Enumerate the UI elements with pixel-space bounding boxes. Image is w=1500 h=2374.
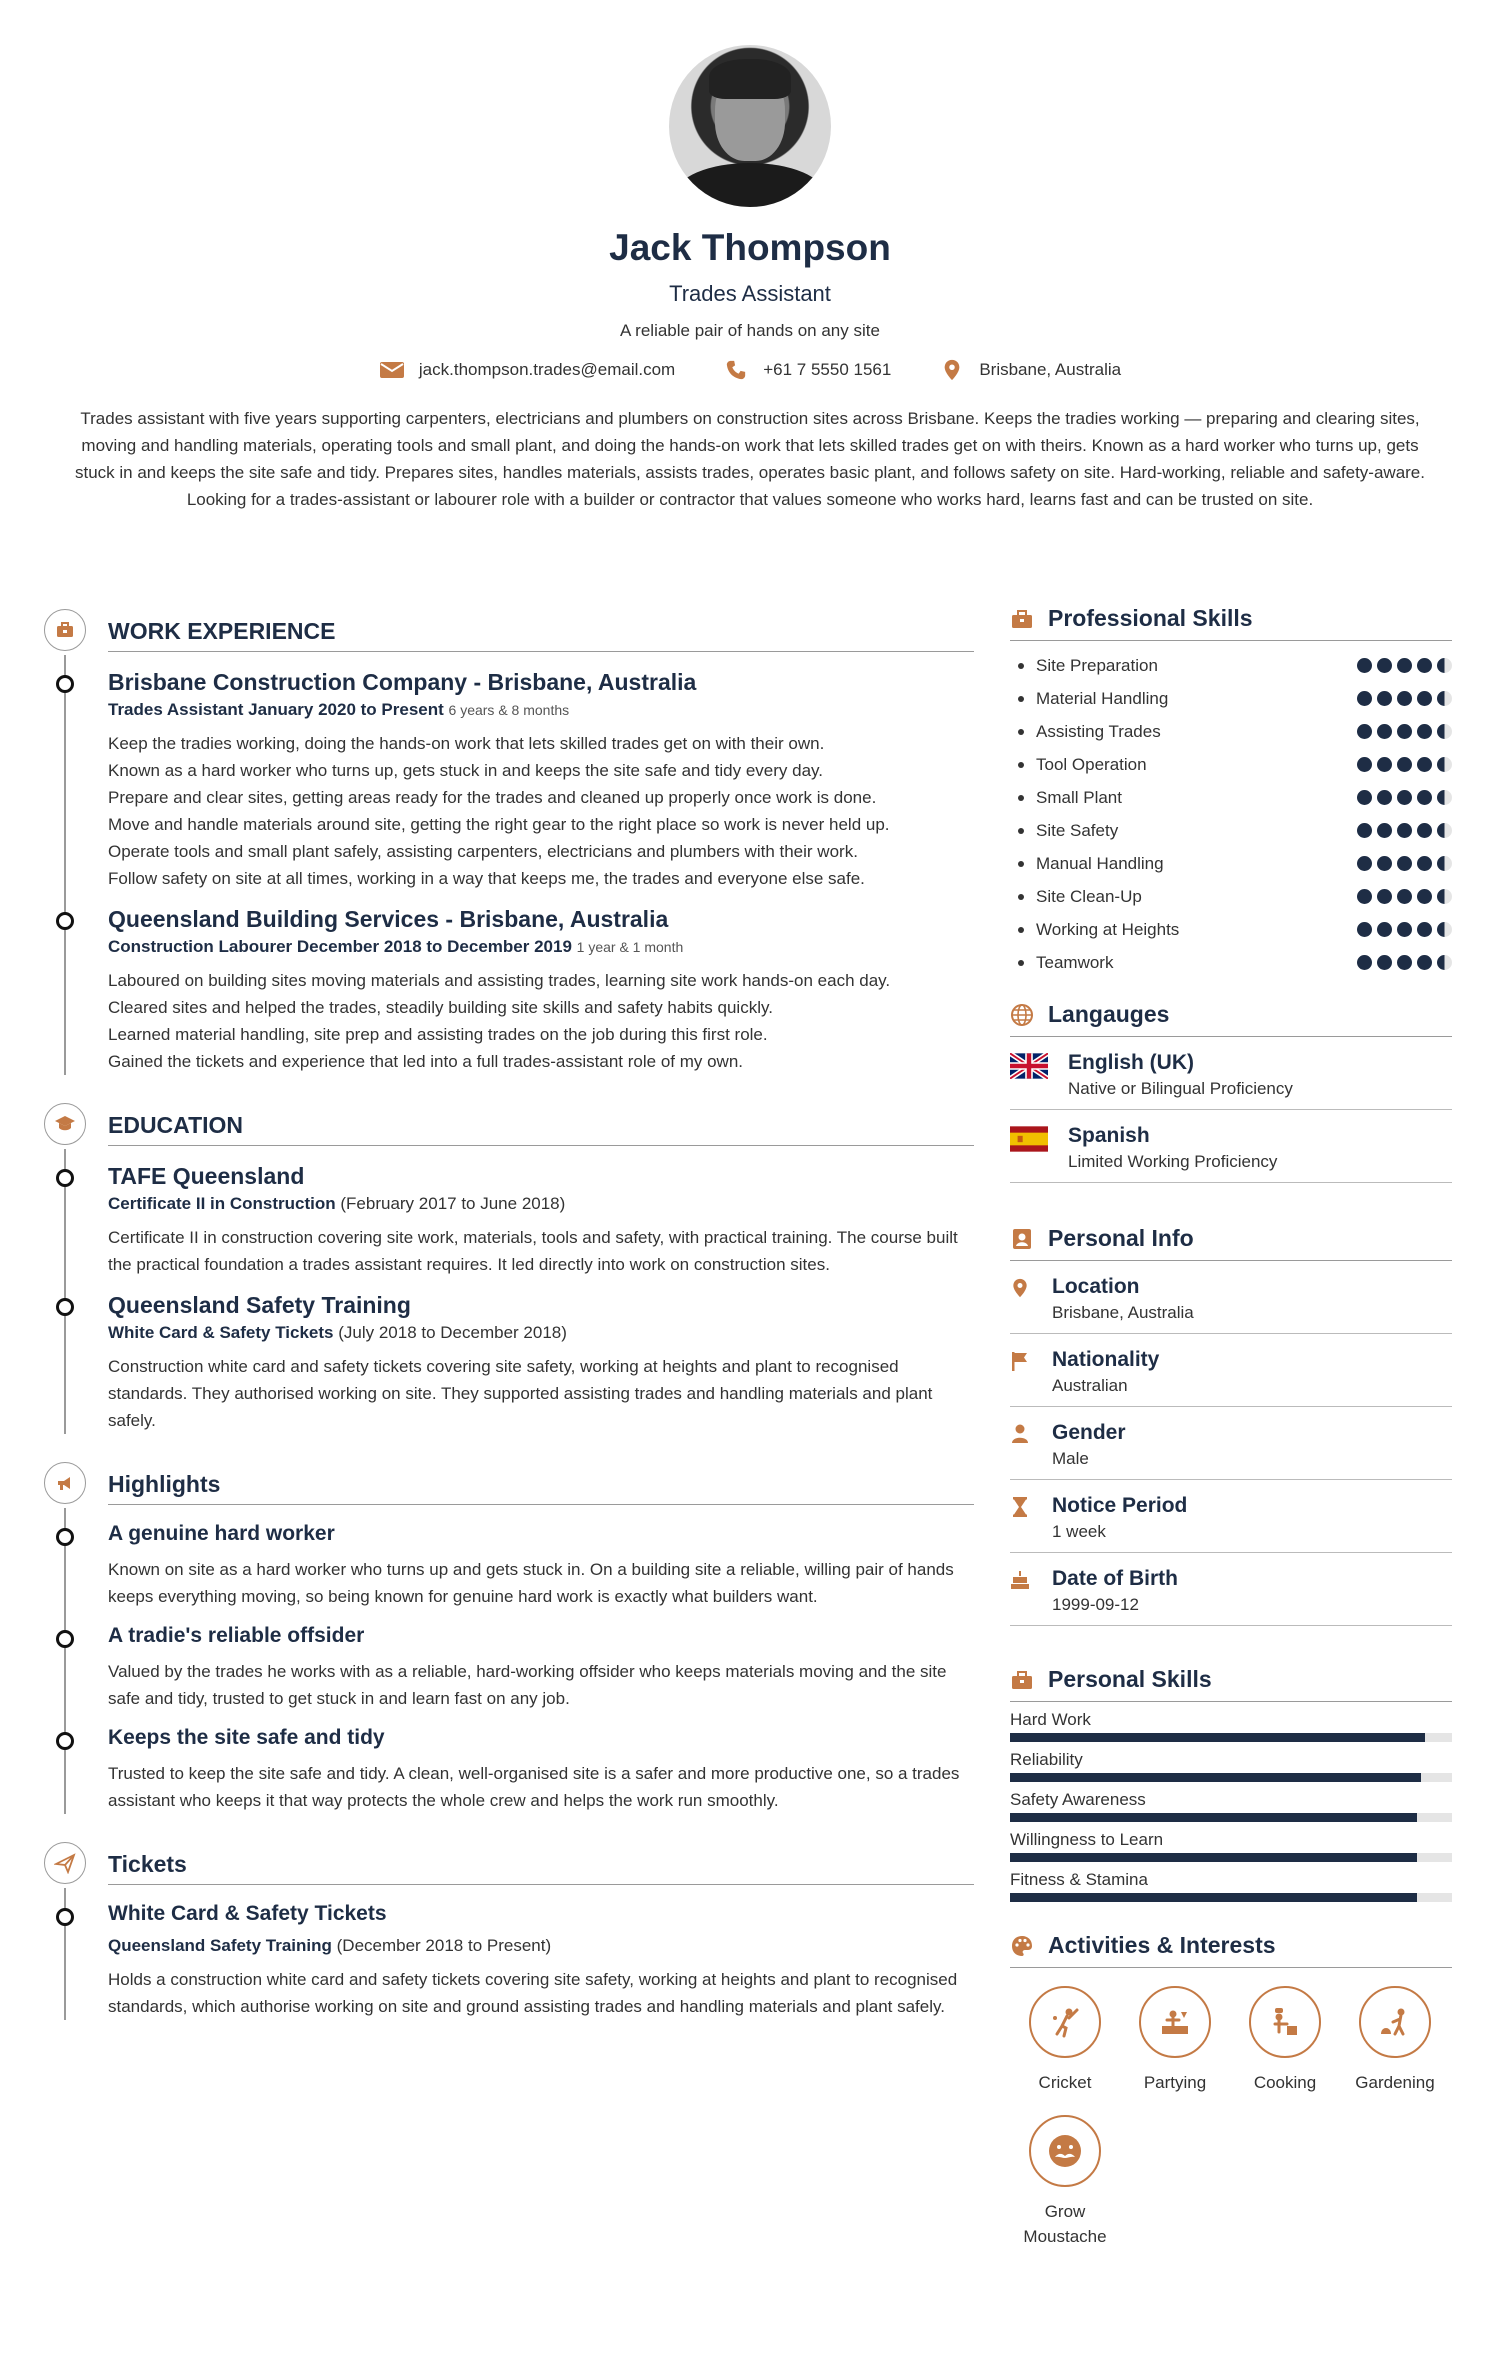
personal-skill-item bbox=[1010, 1790, 1452, 1822]
sidebar-column bbox=[1010, 605, 1452, 2249]
rating-dot bbox=[1417, 757, 1432, 772]
activity-item bbox=[1120, 1986, 1230, 2095]
skill-name: Site Preparation bbox=[1036, 655, 1158, 675]
skill-rating bbox=[1357, 790, 1452, 805]
info-item-location bbox=[1010, 1261, 1452, 1334]
rating-dot bbox=[1357, 922, 1372, 937]
duty-line: Operate tools and small plant safely, assisting carpenters, electricians and plumbers with their work. bbox=[108, 842, 858, 861]
job-dates: December 2018 to December 2019 bbox=[296, 937, 572, 956]
duty-line: Learned material handling, site prep and assisting trades on the job during this first role. bbox=[108, 1025, 768, 1044]
skill-rating bbox=[1357, 691, 1452, 706]
education-description: Construction white card and safety tickets covering site safety, working at heights and plant to recognised standards. They authorised working on site. They supported assisting trades and handling materials and plant safely. bbox=[108, 1357, 933, 1430]
duty-line: Known as a hard worker who turns up, gets stuck in and keeps the site safe and tidy every day. bbox=[108, 761, 824, 780]
highlight-title: A genuine hard worker bbox=[108, 1522, 335, 1545]
professional-skill-item bbox=[1010, 715, 1452, 748]
rating-dot bbox=[1357, 823, 1372, 838]
highlight-entry bbox=[44, 1522, 974, 1610]
rating-dot bbox=[1377, 757, 1392, 772]
section-title-education: EDUCATION bbox=[108, 1112, 974, 1146]
info-value: 1 week bbox=[1052, 1522, 1106, 1541]
candidate-name: Jack Thompson bbox=[609, 227, 891, 268]
rating-dot bbox=[1377, 790, 1392, 805]
section-title-languages: Langauges bbox=[1048, 1001, 1170, 1027]
duty-line: Keep the tradies working, doing the hands-on work that lets skilled trades get on with their own. bbox=[108, 734, 825, 753]
skill-name: Small Plant bbox=[1036, 787, 1122, 807]
highlight-entry bbox=[44, 1624, 974, 1712]
duty-line: Gained the tickets and experience that led into a full trades-assistant role of my own. bbox=[108, 1052, 744, 1071]
rating-dot bbox=[1437, 691, 1452, 706]
palette-icon bbox=[1010, 1934, 1034, 1958]
personal-skill-item bbox=[1010, 1750, 1452, 1782]
section-title-tickets: Tickets bbox=[108, 1851, 974, 1885]
rating-dot bbox=[1397, 658, 1412, 673]
rating-dot bbox=[1377, 691, 1392, 706]
skill-name: Working at Heights bbox=[1036, 919, 1180, 939]
rating-dot bbox=[1437, 922, 1452, 937]
skill-rating bbox=[1357, 658, 1452, 673]
rating-dot bbox=[1437, 856, 1452, 871]
skill-name: Material Handling bbox=[1036, 688, 1169, 708]
activity-label: Cooking bbox=[1253, 2073, 1317, 2092]
info-value: 1999-09-12 bbox=[1052, 1595, 1139, 1614]
work-entry bbox=[44, 669, 974, 892]
ticket-title: White Card & Safety Tickets bbox=[108, 1902, 387, 1925]
activity-item bbox=[1230, 1986, 1340, 2095]
profile-summary: Trades assistant with five years supporting carpenters, electricians and plumbers on construction sites across Brisbane. Keeps the tradies working — preparing and clearing sites, moving and handling materials, operating tools and small plant, and doing the hands-on work that lets skilled trades get on with theirs. Known as a hard worker who turns up, gets stuck in and keeps the site safe and tidy. Prepares sites, handles materials, assists trades, operates basic plant, and follows safety on site. Hard-working, reliable and safety-aware. Looking for a trades-assistant or labourer role with a builder or contractor that values someone who works hard, learns fast and can be trusted on site. bbox=[75, 409, 1425, 509]
skill-name: Hard Work bbox=[1010, 1710, 1091, 1729]
megaphone-icon bbox=[44, 1462, 86, 1504]
rating-dot bbox=[1397, 955, 1412, 970]
rating-dot bbox=[1377, 658, 1392, 673]
rating-dot bbox=[1397, 691, 1412, 706]
rating-dot bbox=[1377, 823, 1392, 838]
briefcase-icon bbox=[44, 609, 86, 651]
language-name: English (UK) bbox=[1068, 1051, 1194, 1074]
globe-icon bbox=[1010, 1003, 1034, 1027]
skill-name: Reliability bbox=[1010, 1750, 1083, 1769]
rating-dot bbox=[1437, 757, 1452, 772]
info-label: Location bbox=[1052, 1275, 1140, 1298]
skill-bar-track bbox=[1010, 1853, 1452, 1862]
rating-dot bbox=[1417, 658, 1432, 673]
languages-section bbox=[1010, 1001, 1452, 1183]
highlight-title: Keeps the site safe and tidy bbox=[108, 1726, 385, 1749]
info-item-gender bbox=[1010, 1407, 1452, 1480]
gardening-icon bbox=[1359, 1986, 1431, 2058]
contact-location bbox=[939, 359, 1121, 381]
rating-dot bbox=[1437, 955, 1452, 970]
job-position: Trades Assistant bbox=[108, 700, 244, 719]
activity-label: Partying bbox=[1143, 2073, 1207, 2092]
skill-name: Site Clean-Up bbox=[1036, 886, 1142, 906]
language-item bbox=[1010, 1037, 1452, 1110]
skill-bar-track bbox=[1010, 1773, 1452, 1782]
skill-bar-track bbox=[1010, 1813, 1452, 1822]
skill-bar-fill bbox=[1010, 1773, 1421, 1782]
ticket-description: Holds a construction white card and safety tickets covering site safety, working at heights and plant to recognised standards, which authorise working on site and ground assisting trades and handling materials and plant safely. bbox=[108, 1970, 958, 2016]
map-pin-icon bbox=[1010, 1277, 1030, 1299]
skill-bar-fill bbox=[1010, 1853, 1417, 1862]
skill-bar-track bbox=[1010, 1893, 1452, 1902]
skill-name: Safety Awareness bbox=[1010, 1790, 1146, 1809]
skill-name: Site Safety bbox=[1036, 820, 1119, 840]
professional-skill-item bbox=[1010, 847, 1452, 880]
skill-rating bbox=[1357, 724, 1452, 739]
section-title-professional-skills: Professional Skills bbox=[1048, 605, 1253, 631]
cooking-icon bbox=[1249, 1986, 1321, 2058]
rating-dot bbox=[1417, 790, 1432, 805]
activities-section bbox=[1010, 1932, 1452, 2249]
highlight-description: Valued by the trades he works with as a reliable, hard-working offsider who keeps materials moving and the site safe and tidy, trusted to get stuck in and learn fast on any job. bbox=[108, 1662, 947, 1708]
school-name: TAFE Queensland bbox=[108, 1163, 305, 1189]
work-experience-section bbox=[44, 605, 974, 1075]
rating-dot bbox=[1377, 922, 1392, 937]
rating-dot bbox=[1437, 658, 1452, 673]
skill-name: Assisting Trades bbox=[1036, 721, 1161, 741]
contact-bar bbox=[0, 359, 1500, 381]
rating-dot bbox=[1357, 856, 1372, 871]
highlight-description: Trusted to keep the site safe and tidy. A clean, well-organised site is a safer and more productive one, so a trades assistant who keeps it that way protects the whole crew and helps the work run smoothly. bbox=[108, 1764, 960, 1810]
avatar bbox=[669, 45, 831, 207]
highlight-entry bbox=[44, 1726, 974, 1814]
section-title-highlights: Highlights bbox=[108, 1471, 974, 1505]
phone-text: +61 7 5550 1561 bbox=[763, 360, 892, 379]
email-icon bbox=[379, 359, 405, 381]
education-entry bbox=[44, 1163, 974, 1278]
id-badge-icon bbox=[1010, 1227, 1034, 1251]
company-name: Queensland Building Services - Brisbane, Australia bbox=[108, 906, 669, 932]
skill-bar-track bbox=[1010, 1733, 1452, 1742]
education-description: Certificate II in construction covering site work, materials, tools and safety, with practical training. The course built the practical foundation a trades assistant requires. It led directly into work on construction sites. bbox=[108, 1228, 958, 1274]
education-dates: (February 2017 to June 2018) bbox=[340, 1194, 566, 1213]
rating-dot bbox=[1397, 823, 1412, 838]
job-duration: 6 years & 8 months bbox=[448, 702, 570, 718]
rating-dot bbox=[1357, 691, 1372, 706]
degree-name: White Card & Safety Tickets bbox=[108, 1323, 334, 1342]
info-label: Gender bbox=[1052, 1421, 1126, 1444]
person-icon bbox=[1010, 1423, 1030, 1445]
language-level: Limited Working Proficiency bbox=[1068, 1152, 1278, 1171]
company-name: Brisbane Construction Company - Brisbane, Australia bbox=[108, 669, 697, 695]
rating-dot bbox=[1437, 889, 1452, 904]
location-text: Brisbane, Australia bbox=[979, 360, 1122, 379]
skill-rating bbox=[1357, 856, 1452, 871]
skill-rating bbox=[1357, 757, 1452, 772]
rating-dot bbox=[1417, 922, 1432, 937]
education-section bbox=[44, 1099, 974, 1434]
ticket-entry bbox=[44, 1902, 974, 2020]
cricket-icon bbox=[1029, 1986, 1101, 2058]
highlight-description: Known on site as a hard worker who turns up and gets stuck in. On a building site a reliable, willing pair of hands keeps everything moving, so being known for genuine hard work is exactly what builders want. bbox=[108, 1560, 954, 1606]
info-item-nationality bbox=[1010, 1334, 1452, 1407]
rating-dot bbox=[1417, 823, 1432, 838]
activity-label: Cricket bbox=[1038, 2073, 1092, 2092]
rating-dot bbox=[1437, 724, 1452, 739]
email-text: jack.thompson.trades@email.com bbox=[418, 360, 676, 379]
professional-skill-item bbox=[1010, 880, 1452, 913]
activity-label: Grow Moustache bbox=[1023, 2202, 1107, 2246]
language-level: Native or Bilingual Proficiency bbox=[1068, 1079, 1293, 1098]
duty-line: Laboured on building sites moving materials and assisting trades, learning site work hands-on each day. bbox=[108, 971, 891, 990]
section-title-personal-skills: Personal Skills bbox=[1048, 1666, 1212, 1692]
education-dates: (July 2018 to December 2018) bbox=[338, 1323, 567, 1342]
graduation-cap-icon bbox=[44, 1103, 86, 1145]
cake-icon bbox=[1010, 1569, 1030, 1591]
rating-dot bbox=[1417, 691, 1432, 706]
personal-skill-item bbox=[1010, 1710, 1452, 1742]
rating-dot bbox=[1417, 955, 1432, 970]
personal-info-section bbox=[1010, 1225, 1452, 1626]
activity-item bbox=[1010, 1986, 1120, 2095]
section-title-activities: Activities & Interests bbox=[1048, 1932, 1276, 1958]
ticket-issuer: Queensland Safety Training bbox=[108, 1936, 332, 1955]
skill-rating bbox=[1357, 922, 1452, 937]
phone-icon bbox=[723, 359, 749, 381]
rating-dot bbox=[1357, 724, 1372, 739]
rating-dot bbox=[1377, 889, 1392, 904]
rating-dot bbox=[1377, 724, 1392, 739]
job-duration: 1 year & 1 month bbox=[576, 939, 684, 955]
language-name: Spanish bbox=[1068, 1124, 1150, 1147]
candidate-role: Trades Assistant bbox=[669, 281, 831, 306]
info-value: Male bbox=[1052, 1449, 1089, 1468]
activity-label: Gardening bbox=[1355, 2073, 1435, 2092]
uk-flag-icon bbox=[1010, 1053, 1048, 1079]
rating-dot bbox=[1357, 658, 1372, 673]
moustache-icon bbox=[1029, 2115, 1101, 2187]
rating-dot bbox=[1437, 790, 1452, 805]
professional-skill-item bbox=[1010, 913, 1452, 946]
info-label: Date of Birth bbox=[1052, 1567, 1178, 1590]
rating-dot bbox=[1417, 724, 1432, 739]
rating-dot bbox=[1397, 922, 1412, 937]
rating-dot bbox=[1437, 823, 1452, 838]
activity-item bbox=[1340, 1986, 1450, 2095]
language-item bbox=[1010, 1110, 1452, 1183]
plane-icon bbox=[44, 1842, 86, 1884]
duty-line: Follow safety on site at all times, working in a way that keeps me, the trades and everyone else safe. bbox=[108, 869, 865, 888]
rating-dot bbox=[1417, 856, 1432, 871]
skill-rating bbox=[1357, 823, 1452, 838]
school-name: Queensland Safety Training bbox=[108, 1292, 411, 1318]
flag-icon bbox=[1010, 1350, 1030, 1372]
rating-dot bbox=[1397, 724, 1412, 739]
toolbox-icon bbox=[1010, 608, 1034, 630]
professional-skill-item bbox=[1010, 649, 1452, 682]
rating-dot bbox=[1357, 757, 1372, 772]
professional-skills-section bbox=[1010, 605, 1452, 979]
duty-line: Move and handle materials around site, getting the right gear to the right place so work is never held up. bbox=[108, 815, 890, 834]
tagline: A reliable pair of hands on any site bbox=[620, 321, 880, 340]
activity-item bbox=[1010, 2115, 1120, 2249]
rating-dot bbox=[1377, 955, 1392, 970]
work-entry bbox=[44, 906, 974, 1075]
highlights-section bbox=[44, 1458, 974, 1814]
section-title-work: WORK EXPERIENCE bbox=[108, 618, 974, 652]
job-dates: January 2020 to Present bbox=[248, 700, 444, 719]
rating-dot bbox=[1397, 856, 1412, 871]
rating-dot bbox=[1397, 757, 1412, 772]
hourglass-icon bbox=[1010, 1496, 1030, 1518]
duty-line: Prepare and clear sites, getting areas ready for the trades and cleaned up properly once work is done. bbox=[108, 788, 877, 807]
rating-dot bbox=[1397, 790, 1412, 805]
skill-name: Tool Operation bbox=[1036, 754, 1147, 774]
personal-skills-section bbox=[1010, 1666, 1452, 1902]
rating-dot bbox=[1397, 889, 1412, 904]
skill-rating bbox=[1357, 955, 1452, 970]
map-pin-icon bbox=[939, 359, 965, 381]
professional-skill-item bbox=[1010, 946, 1452, 979]
rating-dot bbox=[1417, 889, 1432, 904]
info-label: Notice Period bbox=[1052, 1494, 1188, 1517]
rating-dot bbox=[1357, 889, 1372, 904]
spain-flag-icon bbox=[1010, 1126, 1048, 1152]
contact-email[interactable] bbox=[379, 359, 675, 381]
rating-dot bbox=[1377, 856, 1392, 871]
section-title-personal-info: Personal Info bbox=[1048, 1225, 1194, 1251]
ticket-dates: (December 2018 to Present) bbox=[336, 1936, 552, 1955]
skill-name: Fitness & Stamina bbox=[1010, 1870, 1148, 1889]
tickets-section bbox=[44, 1838, 974, 2020]
skill-rating bbox=[1357, 889, 1452, 904]
education-entry bbox=[44, 1292, 974, 1434]
contact-phone[interactable] bbox=[723, 359, 891, 381]
skill-name: Willingness to Learn bbox=[1010, 1830, 1164, 1849]
highlight-title: A tradie's reliable offsider bbox=[108, 1624, 365, 1647]
professional-skill-item bbox=[1010, 682, 1452, 715]
info-value: Brisbane, Australia bbox=[1052, 1303, 1194, 1322]
skill-name: Manual Handling bbox=[1036, 853, 1164, 873]
main-column bbox=[44, 605, 974, 2044]
professional-skill-item bbox=[1010, 814, 1452, 847]
degree-name: Certificate II in Construction bbox=[108, 1194, 336, 1213]
skill-bar-fill bbox=[1010, 1733, 1425, 1742]
info-item-notice-period bbox=[1010, 1480, 1452, 1553]
professional-skill-item bbox=[1010, 781, 1452, 814]
info-label: Nationality bbox=[1052, 1348, 1160, 1371]
personal-skill-item bbox=[1010, 1870, 1452, 1902]
professional-skill-item bbox=[1010, 748, 1452, 781]
skill-name: Teamwork bbox=[1036, 952, 1114, 972]
skill-bar-fill bbox=[1010, 1813, 1417, 1822]
job-position: Construction Labourer bbox=[108, 937, 293, 956]
info-item-date-of-birth bbox=[1010, 1553, 1452, 1626]
rating-dot bbox=[1357, 955, 1372, 970]
duty-line: Cleared sites and helped the trades, steadily building site skills and safety habits quickly. bbox=[108, 998, 773, 1017]
skill-bar-fill bbox=[1010, 1893, 1417, 1902]
party-icon bbox=[1139, 1986, 1211, 2058]
info-value: Australian bbox=[1052, 1376, 1128, 1395]
rating-dot bbox=[1357, 790, 1372, 805]
toolbox-icon bbox=[1010, 1669, 1034, 1691]
personal-skill-item bbox=[1010, 1830, 1452, 1862]
resume-header bbox=[0, 0, 1500, 513]
